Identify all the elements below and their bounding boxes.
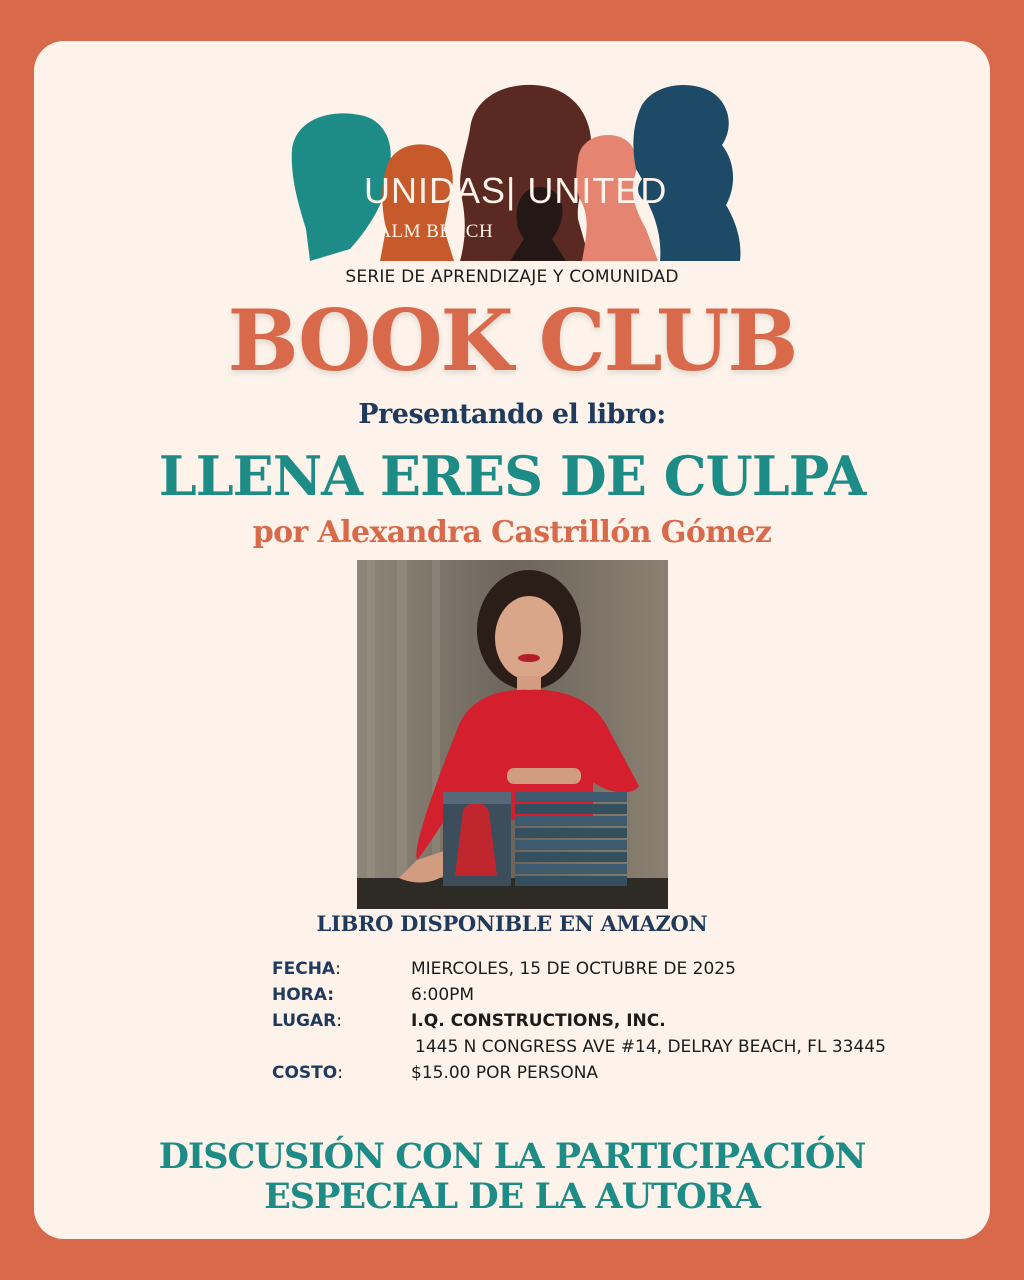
book-author: por Alexandra Castrillón Gómez [252,515,772,550]
presenting-label: Presentando el libro: [358,399,666,430]
brand-location: PALM BEACH [368,221,494,242]
venue-row [272,1011,972,1037]
time-row [272,985,972,1011]
flyer-card [34,41,990,1239]
series-tagline: SERIE DE APRENDIZAJE Y COMUNIDAD [345,267,679,287]
footer-line-2: ESPECIAL DE LA AUTORA [264,1176,760,1217]
address-row [272,1037,972,1063]
venue-label: LUGAR: [272,1011,342,1031]
venue-name: I.Q. CONSTRUCTIONS, INC. [411,1011,666,1031]
event-title: BOOK CLUB [227,291,797,390]
date-row [272,959,972,985]
availability-note: LIBRO DISPONIBLE EN AMAZON [316,911,708,936]
footer-line-1: DISCUSIÓN CON LA PARTICIPACIÓN [158,1136,866,1177]
time-value: 6:00PM [411,985,475,1005]
footer-message [34,1137,990,1217]
time-label: HORA: [272,985,335,1005]
venue-address: 1445 N CONGRESS AVE #14, DELRAY BEACH, FL 33445 [415,1037,886,1057]
book-title: LLENA ERES DE CULPA [158,444,866,508]
date-label: FECHA: [272,959,341,979]
author-photo [357,560,668,909]
cost-value: $15.00 POR PERSONA [411,1063,599,1083]
date-value: MIERCOLES, 15 DE OCTUBRE DE 2025 [411,959,736,979]
brand-name: UNIDAS| UNITED [364,170,668,211]
cost-row [272,1063,972,1089]
cost-label: COSTO: [272,1063,343,1083]
event-details [272,959,972,1089]
